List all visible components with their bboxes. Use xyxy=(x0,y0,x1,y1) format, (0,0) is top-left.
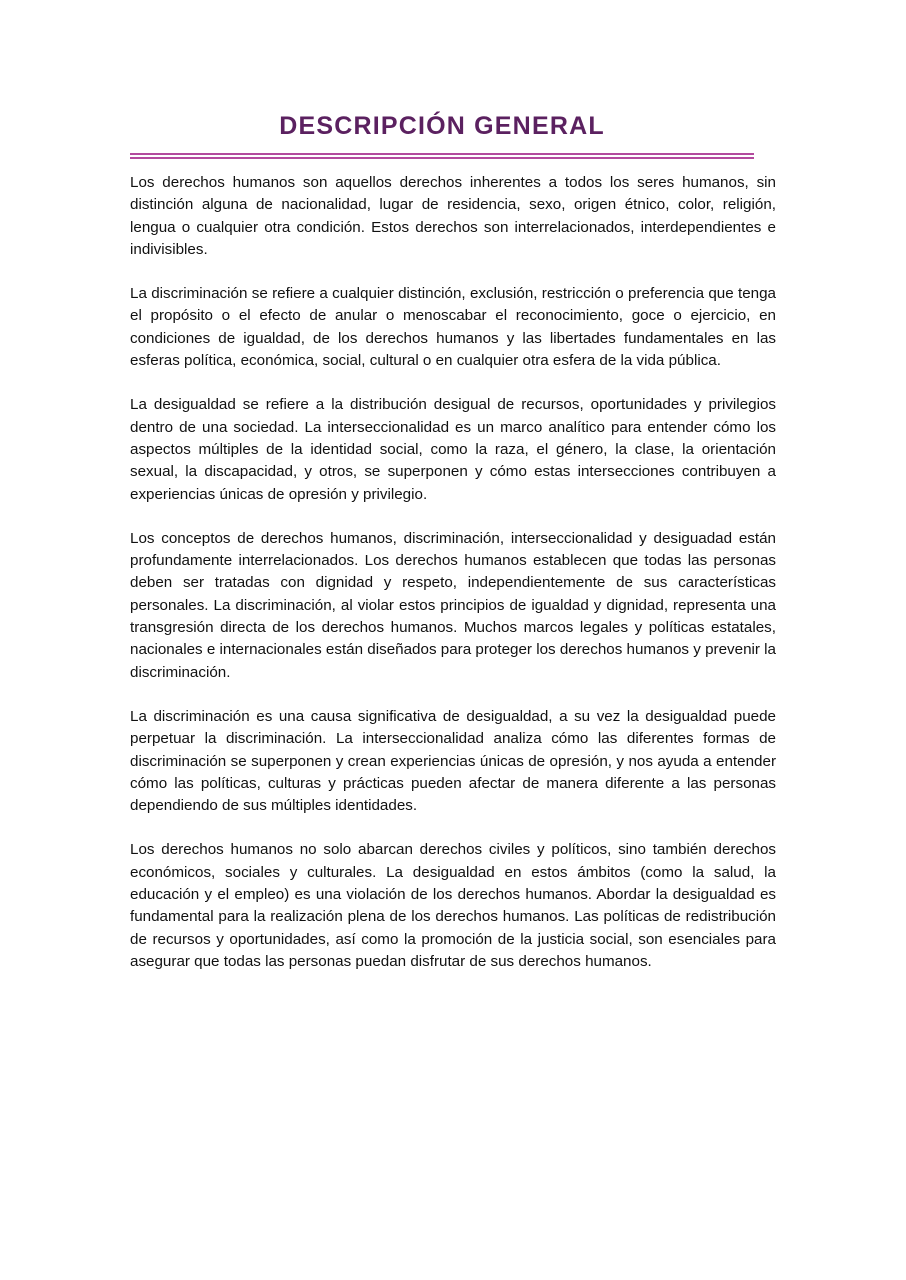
page-title: DESCRIPCIÓN GENERAL xyxy=(279,112,605,140)
paragraph-desigualdad: La desigualdad se refiere a la distribución desigual de recursos, oportunidades y privilegios dentro de una sociedad. La interseccionalidad es un marco analítico para entender cómo los aspectos múltiples de la identidad social, como la raza, el género, la clase, la orientación sexual, la discapacidad, y otros, se superponen y cómo estas intersecciones contribuyen a experiencias únicas de opresión y privilegio. xyxy=(130,396,776,503)
paragraph-conceptos: Los conceptos de derechos humanos, discriminación, interseccionalidad y desiguadad están profundamente interrelacionados. Los derechos humanos establecen que todas las personas deben ser tratadas con dignidad y respeto, independientemente de sus características personales. La discriminación, al violar estos principios de igualdad y dignidad, representa una transgresión directa de los derechos humanos. Muchos marcos legales y políticas estatales, nacionales e internacionales están diseñados para proteger los derechos humanos y prevenir la discriminación. xyxy=(130,529,776,681)
paragraph-derechos-economicos: Los derechos humanos no solo abarcan derechos civiles y políticos, sino también derechos económicos, sociales y culturales. La desigualdad en estos ámbitos (como la salud, la educación y el empleo) es una violación de los derechos humanos. Abordar la desigualdad es fundamental para la realización plena de los derechos humanos. Las políticas de redistribución de recursos y oportunidades, así como la promoción de la justicia social, son esenciales para asegurar que todas las personas puedan disfrutar de sus derechos humanos. xyxy=(130,841,776,970)
title-underline-bottom xyxy=(130,157,754,159)
paragraph-derechos-humanos: Los derechos humanos son aquellos derechos inherentes a todos los seres humanos, sin distinción alguna de nacionalidad, lugar de residencia, sexo, origen étnico, color, religión, lengua o cualquier otra condición. Estos derechos son interrelacionados, interdependientes e indivisibles. xyxy=(130,174,776,258)
paragraph-causa-desigualdad: La discriminación es una causa significativa de desigualdad, a su vez la desigualdad puede perpetuar la discriminación. La interseccionalidad analiza cómo las diferentes formas de discriminación se superponen y crean experiencias únicas de opresión, y nos ayuda a entender cómo las políticas, culturas y prácticas pueden afectar de manera diferente a las personas dependiendo de sus múltiples identidades. xyxy=(130,707,776,815)
paragraph-discriminacion: La discriminación se refiere a cualquier distinción, exclusión, restricción o preferencia que tenga el propósito o el efecto de anular o menoscabar el reconocimiento, goce o ejercicio, en condiciones de igualdad, de los derechos humanos y las libertades fundamentales en las esferas política, económica, social, cultural o en cualquier otra esfera de la vida pública. xyxy=(130,285,776,370)
title-underline-top xyxy=(130,153,754,155)
body-text xyxy=(130,172,776,995)
